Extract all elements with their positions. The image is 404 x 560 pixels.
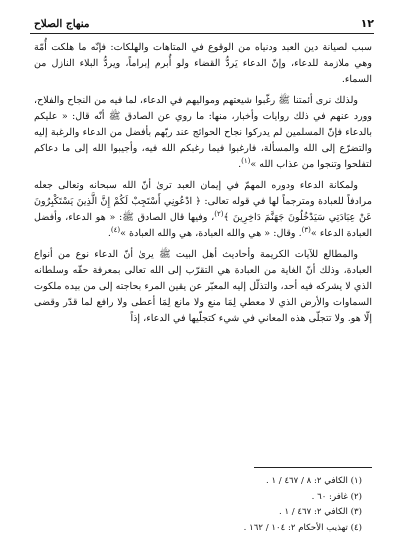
body-text <box>34 40 372 332</box>
footnote-rule <box>254 467 372 468</box>
footnote-marker-1: (١) <box>241 156 251 165</box>
footnote-3: (٣) الكافي ٢: ٤٦٧ / ١ . <box>278 507 362 518</box>
paragraph-4-text: والمطالع للآيات الكريمة وأحاديث أهل البيت ﷺ يرىٰ أنّ الدعاء نوع من أنواع العبادة، وذلك أنّ الغاية من العبادة هي التقرّب إلى الله تعالى بمعرفة حقّه وسلطانه الذي لا يشركه فيه أحد، والتذلّل إليه المعبّر عن يقين المرء بحاجته إلى من بيده ملكوت السماوات والأرض الذي لا معطي لِمَا منع ولا مانع لِمَا أعطى ولا رافع لما قدّر وقضى إلّا هو. ولا تتجلّى هذه المعاني في شيء كتجلّيها في الدعاء، إذاً <box>34 249 372 324</box>
paragraph-2-end: . <box>238 159 242 170</box>
paragraph-1 <box>34 40 372 88</box>
paragraph-2-text: ولذلك نرى أئمتنا ﷺ رغّبوا شيعتهم ومواليهم في الدعاء، لما فيه من النجاح والفلاح، وورد عنهم في ذلك روايات وأخبار، منها: ما روي عن الصادق ﷺ أنّه قال: « عليكم بالدعاء فإنّ المسلمين لم يدركوا نجاح الحوائج عند ربّهم بأفضل من الدعاء والرغبة إليه والتضرّع إلى الله والمسألة، فارغبوا فيما رغبكم الله فيه، وأجيبوا الله إلى ما دعاكم لتفلحوا وتنجوا من عذاب الله » <box>34 95 372 170</box>
footnote-marker-3: (٣) <box>301 225 311 234</box>
footnote-marker-4: (٤) <box>110 225 121 234</box>
paragraph-2 <box>34 93 372 173</box>
page-number: ١٢ <box>360 17 374 30</box>
footnote-marker-2: (٢) <box>214 209 224 218</box>
paragraph-1-text: سبب لصيانة دين العبد ودنياه من الوقوع في المتاهات والهلكات: فإنّه ما هلكت أُمّة وهي ملازمة للدعاء، وإنّ الدعاء يَردُّ القضاء ولو أُبرم إبراماً، ويردُّ البلاء النازل من السماء. <box>34 42 372 85</box>
paragraph-3-middle-2: . وقال: « هي والله العبادة، هي والله العبادة » <box>120 228 302 239</box>
page-header <box>34 14 374 30</box>
paragraph-3-middle: ، وفيها قال الصادق ﷺ: « هو الدعاء، وأفضل العبادة الدعاء » <box>34 212 372 239</box>
paragraph-3-text: ولمكانة الدعاء ودوره المهمّ في إيمان العبد ترىٰ أنّ الله سبحانه وتعالى جعله مرادفاً للعبادة ومترجماً لها في قوله تعالى: ﴿ ادْعُونِي أَسْتَجِبْ لَكُمْ إِنَّ الَّذِينَ يَسْتَكْبِرُونَ عَنْ عِبَادَتِي سَيَدْخُلُونَ جَهَنَّمَ دَاخِرِينَ ﴾ <box>34 180 372 223</box>
paragraph-3 <box>34 178 372 242</box>
footnotes <box>34 474 362 536</box>
footnote-2: (٢) غافر: ٦٠ . <box>311 491 362 502</box>
running-title: منهاج الصلاح <box>34 18 90 30</box>
paragraph-4 <box>34 247 372 327</box>
footnote-1: (١) الكافي ٢: ٨ / ٤٦٧ / ١ . <box>265 476 362 486</box>
footnote-4: (٤) تهذيب الأحكام ٢: ١٠٤ / ١٦٢ . <box>243 522 362 533</box>
paragraph-3-end: . <box>107 228 111 239</box>
header-rule <box>30 33 374 34</box>
